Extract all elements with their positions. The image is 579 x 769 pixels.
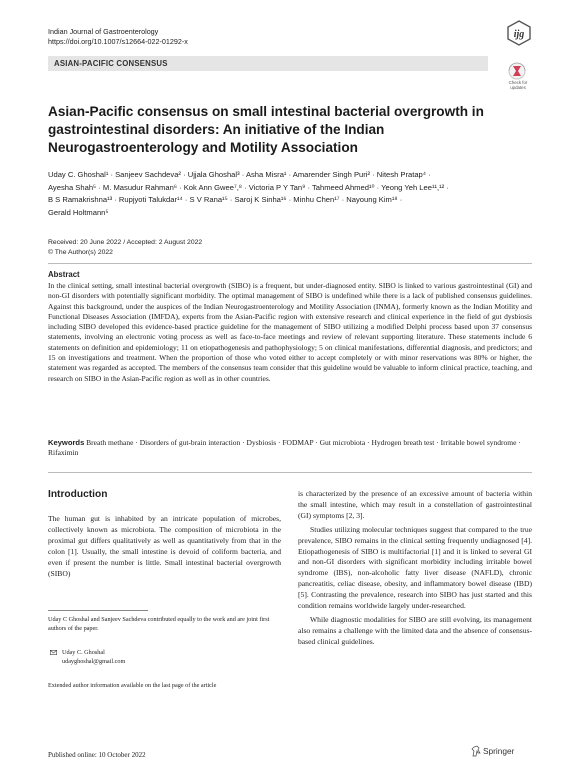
- intro-paragraph: is characterized by the presence of an excessive amount of bacteria within the small intestine, which may result in a constellation of gastrointestinal (GI) symptoms [2, 3].: [298, 489, 532, 520]
- keywords-label: Keywords: [48, 438, 85, 447]
- author-line[interactable]: Gerald Holtmann⁵: [48, 207, 109, 217]
- author-list: [48, 169, 538, 219]
- abstract-text: In the clinical setting, small intestinal bacterial overgrowth (SIBO) is a frequent, but under-diagnosed entity. SIBO is linked to various gastrointestinal (GI) and non-GI disorders with potentially significant morbidity. The optimal management of SIBO is undefined while there is a lack of published consensus guidelines. Against this background, under the auspices of the Indian Neurogastroenterology and Motility Association (INMA), formerly known as the Indian Motility and Functional Diseases Association (IMFDA), experts from the Asian-Pacific region with extensive research and clinical experience in the field of gut dysbiosis including SIBO developed this evidence-based practice guideline for the management of SIBO utilizing a modified Delphi process based upon 37 consensus statements, involving an electronic voting process as well as face-to-face meetings and review of relevant supporting literature. These statements include 6 statements on definition and epidemiology; 11 on etiopathogenesis and pathophysiology; 5 on clinical manifestations, differential diagnosis, and predictors; and 15 on investigations and treatment. When the proportion of those who voted either to accept completely or with minor reservations was 80% or higher, the statement was regarded as accepted. The members of the consensus team consider that this guideline would be valuable to inform clinical practice, teaching, and research on SIBO in the Asian-Pacific region as well as in other countries.: [48, 281, 532, 383]
- intro-paragraph: Studies utilizing molecular techniques suggest that compared to the true prevalence, SIBO remains in the clinical setting frequently undiagnosed [4]. Etiopathogenesis of SIBO is multifactorial [1] and it is linked to several GI and non-GI disorders with significant morbidity including irritable bowel syndrome (IBS), non-alcoholic fatty liver disease (NAFLD), chronic pancreatitis, celiac disease, obesity, and inflammatory bowel disease (IBD) [5]. Contrasting the prevalence, research into SIBO has just started and this condition remains worldwide largely under-researched.: [298, 524, 532, 611]
- journal-name: Indian Journal of Gastroenterology: [48, 27, 159, 36]
- journal-logo-icon: [507, 20, 531, 46]
- intro-right-column: [298, 489, 532, 651]
- logo-text: ijg: [513, 29, 525, 40]
- journal-header: [48, 27, 188, 47]
- divider: [48, 263, 532, 264]
- author-line[interactable]: Ayesha Shah⁵ · M. Masudur Rahman⁶ · Kok Ann Gwee⁷,⁸ · Victoria P Y Tan⁹ · Tahmeed Ahmed¹⁰ · Yeong Yeh Lee¹¹,¹² ·: [48, 182, 449, 192]
- article-title: Asian-Pacific consensus on small intestinal bacterial overgrowth in gastrointestinal disorders: An initiative of the Indian Neurogastroenterology and Motility Association: [48, 104, 484, 155]
- publisher-name: Springer: [483, 746, 515, 756]
- extended-author-info: Extended author information available on the last page of the article: [48, 682, 217, 689]
- envelope-icon: [50, 650, 57, 655]
- doi-link[interactable]: https://doi.org/10.1007/s12664-022-01292-x: [48, 37, 188, 46]
- corresponding-author: [62, 648, 125, 666]
- footnote-equal-contribution: Uday C Ghoshal and Sanjeev Sachdeva contributed equally to the work and are joint first authors of the paper.: [48, 616, 270, 632]
- keywords-text: Breath methane · Disorders of gut-brain interaction · Dysbiosis · FODMAP · Gut microbiota · Hydrogen breath test · Irritable bowel syndrome · Rifaximin: [48, 438, 521, 458]
- copyright: © The Author(s) 2022: [48, 248, 113, 256]
- section-band-label: ASIAN-PACIFIC CONSENSUS: [54, 59, 168, 68]
- divider: [48, 472, 532, 473]
- corresponding-name: Uday C. Ghoshal: [62, 649, 105, 656]
- received-accepted: Received: 20 June 2022 / Accepted: 2 August 2022: [48, 239, 203, 246]
- section-band: [48, 56, 488, 71]
- introduction-heading: Introduction: [48, 489, 108, 500]
- intro-left-paragraph: The human gut is inhabited by an intricate population of microbes, collectively known as microbiota. The composition of microbiota in the proximal gut differs qualitatively as well as quantitatively from that in the colon [1]. Usually, the small intestine is devoid of coliform bacteria, and even if present the number is little. Small intestinal bacterial overgrowth (SIBO): [48, 514, 281, 578]
- keywords: [48, 438, 532, 459]
- springer-horse-icon: [471, 745, 481, 757]
- published-date: Published online: 10 October 2022: [48, 751, 146, 759]
- author-line[interactable]: B S Ramakrishna¹³ · Rupjyoti Talukdar¹⁴ · S V Rana¹⁵ · Saroj K Sinha¹⁶ · Minhu Chen¹⁷ · Nayoung Kim¹⁸ ·: [48, 195, 403, 204]
- article-dates: [48, 238, 202, 257]
- footnote-divider: [48, 610, 148, 611]
- crossmark-label: Check for updates: [508, 80, 528, 90]
- abstract-heading: Abstract: [48, 270, 80, 279]
- author-line[interactable]: Uday C. Ghoshal¹ · Sanjeev Sachdeva² · Ujjala Ghoshal³ · Asha Misra¹ · Amarender Singh Puri² · Nitesh Pratap⁴ ·: [48, 170, 431, 179]
- intro-paragraph: While diagnostic modalities for SIBO are still evolving, its management also remains a challenge with the limited data and the absence of consensus-based clinical guidelines.: [298, 614, 532, 646]
- corresponding-email[interactable]: udayghoshal@gmail.com: [62, 658, 126, 665]
